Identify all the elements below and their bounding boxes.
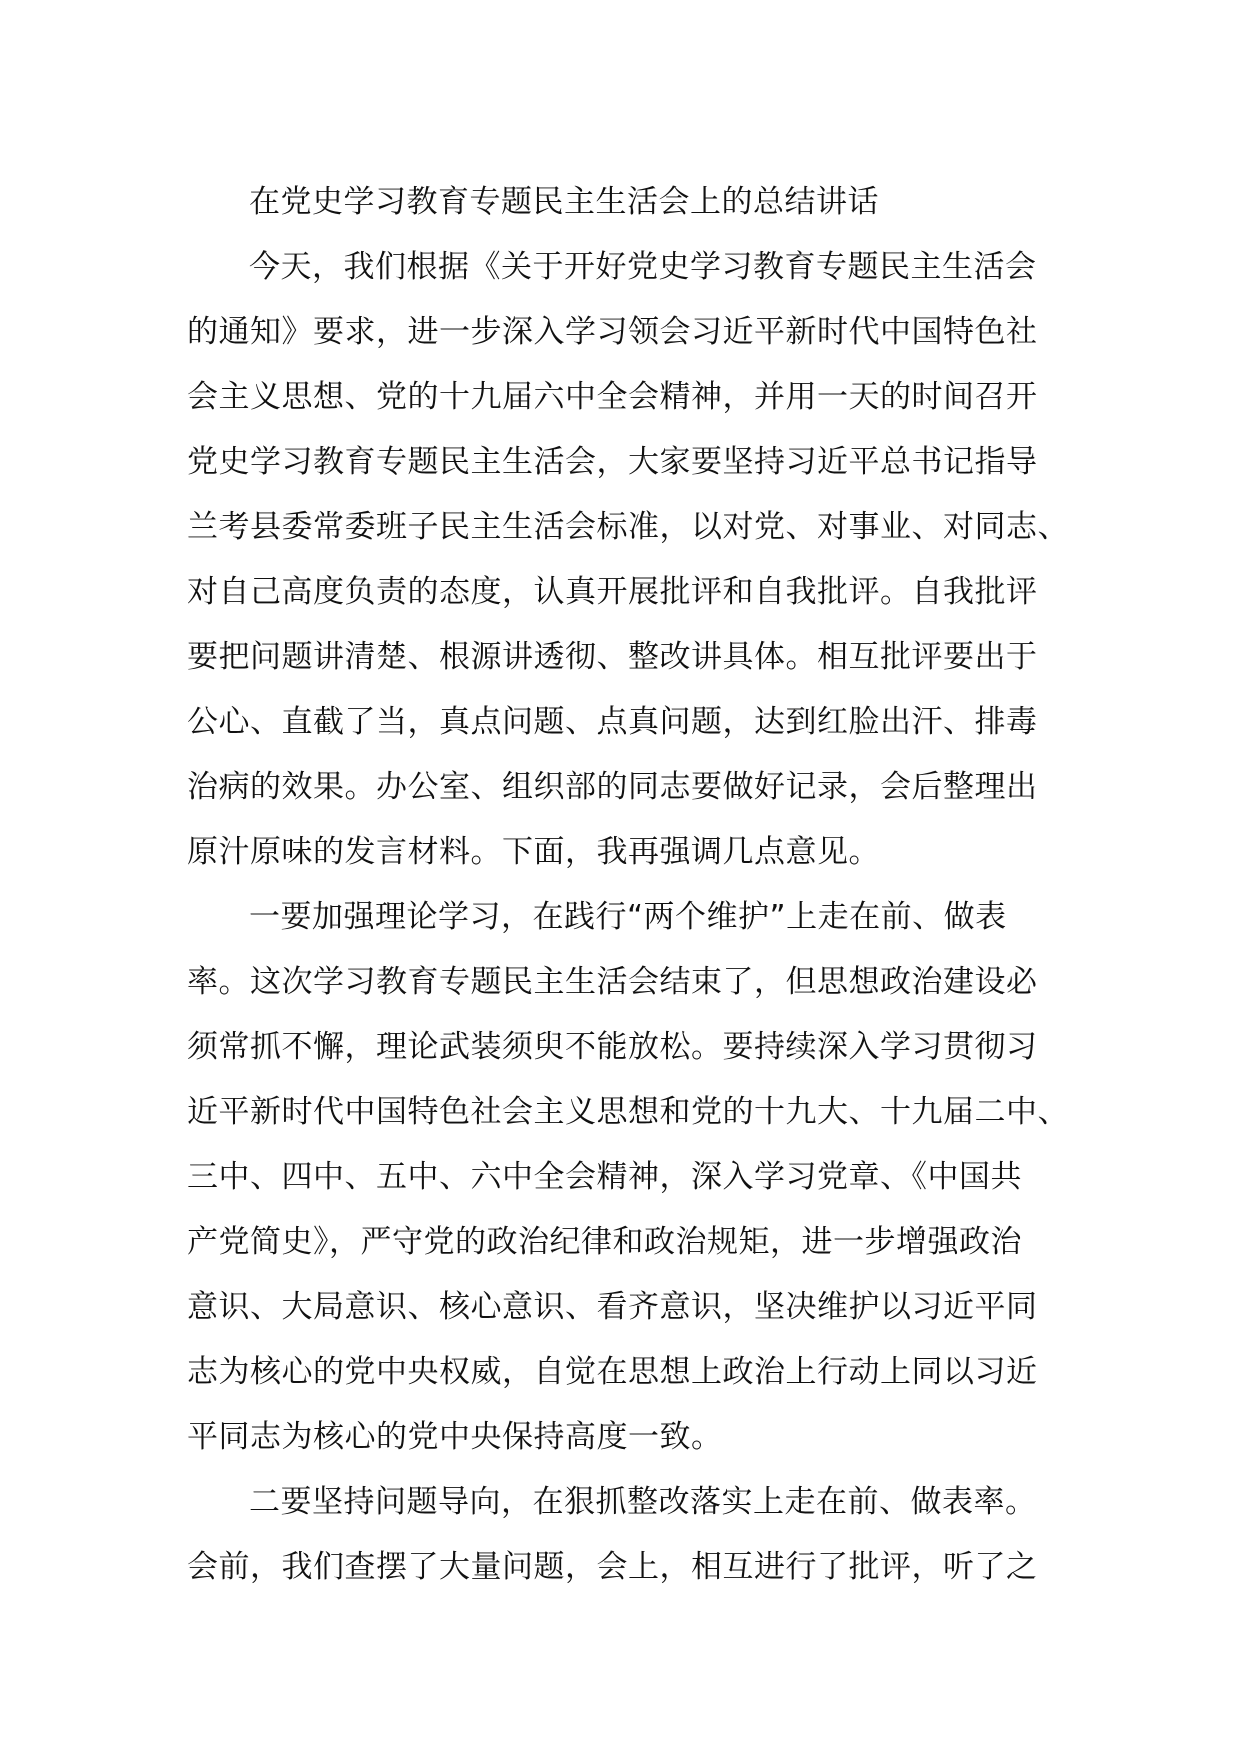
paragraph-line: 兰考县委常委班子民主生活会标准，以对党、对事业、对同志、 xyxy=(187,509,1069,545)
paragraph-line: 公心、直截了当，真点问题、点真问题，达到红脸出汗、排毒 xyxy=(187,704,1038,740)
paragraph-line: 近平新时代中国特色社会主义思想和党的十九大、十九届二中、 xyxy=(187,1094,1069,1130)
paragraph-line: 今天，我们根据《关于开好党史学习教育专题民主生活会 xyxy=(249,249,1037,285)
paragraph-line: 须常抓不懈，理论武装须臾不能放松。要持续深入学习贯彻习 xyxy=(187,1029,1038,1065)
paragraph-line: 率。这次学习教育专题民主生活会结束了，但思想政治建设必 xyxy=(187,964,1038,1000)
document-title: 在党史学习教育专题民主生活会上的总结讲话 xyxy=(249,184,879,220)
paragraph-line: 三中、四中、五中、六中全会精神，深入学习党章、《中国共 xyxy=(187,1159,1022,1195)
paragraph-line: 二要坚持问题导向，在狠抓整改落实上走在前、做表率。 xyxy=(249,1484,1037,1520)
paragraph-1 xyxy=(187,235,1067,885)
paragraph-line: 一要加强理论学习，在践行“两个维护”上走在前、做表 xyxy=(249,899,1007,935)
paragraph-line: 意识、大局意识、核心意识、看齐意识，坚决维护以习近平同 xyxy=(187,1289,1038,1325)
paragraph-line: 平同志为核心的党中央保持高度一致。 xyxy=(187,1419,723,1455)
paragraph-line: 会前，我们查摆了大量问题，会上，相互进行了批评，听了之 xyxy=(187,1549,1038,1585)
paragraph-2 xyxy=(187,885,1067,1470)
paragraph-line: 的通知》要求，进一步深入学习领会习近平新时代中国特色社 xyxy=(187,314,1038,350)
paragraph-3 xyxy=(187,1470,1067,1600)
paragraph-line: 原汁原味的发言材料。下面，我再强调几点意见。 xyxy=(187,834,880,870)
paragraph-line: 对自己高度负责的态度，认真开展批评和自我批评。自我批评 xyxy=(187,574,1038,610)
paragraph-line: 治病的效果。办公室、组织部的同志要做好记录，会后整理出 xyxy=(187,769,1038,805)
paragraph-line: 志为核心的党中央权威，自觉在思想上政治上行动上同以习近 xyxy=(187,1354,1038,1390)
paragraph-line: 产党简史》，严守党的政治纪律和政治规矩，进一步增强政治 xyxy=(187,1224,1022,1260)
paragraph-line: 会主义思想、党的十九届六中全会精神，并用一天的时间召开 xyxy=(187,379,1038,415)
paragraph-line: 党史学习教育专题民主生活会，大家要坚持习近平总书记指导 xyxy=(187,444,1038,480)
document-body xyxy=(187,170,1067,1600)
paragraph-line: 要把问题讲清楚、根源讲透彻、整改讲具体。相互批评要出于 xyxy=(187,639,1038,675)
